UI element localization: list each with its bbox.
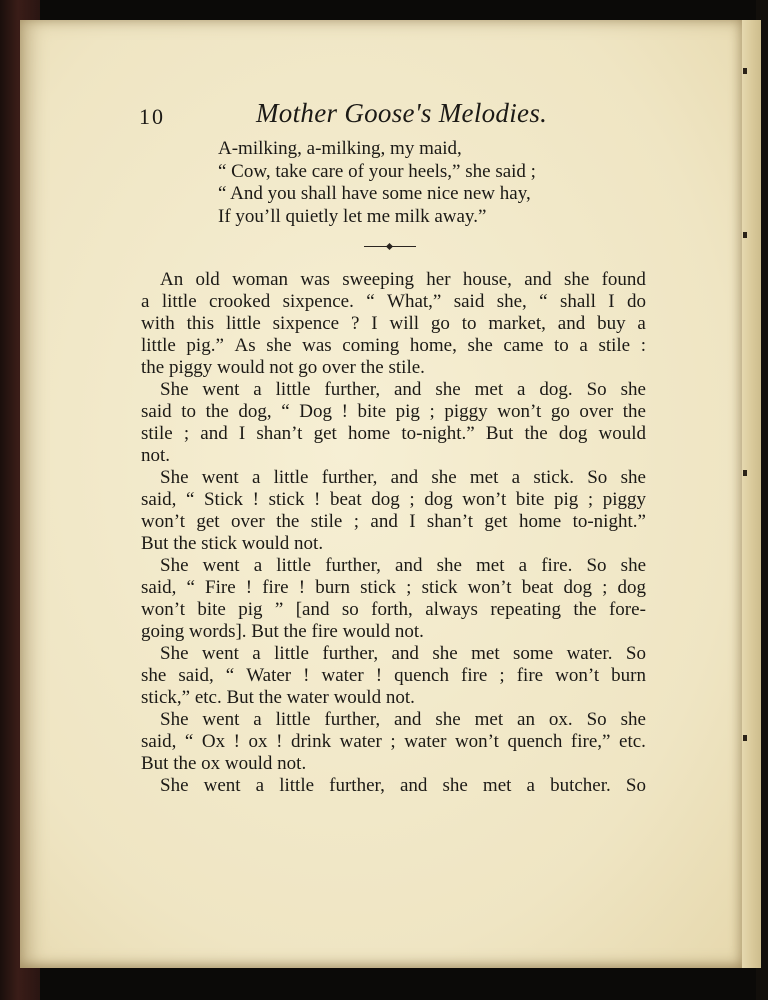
text-line: But the stick would not. bbox=[141, 533, 324, 554]
page-edge-mark bbox=[743, 735, 747, 741]
verse-line: A-milking, a-milking, my maid, bbox=[218, 138, 462, 159]
text-line: An old woman was sweeping her house, and she found bbox=[160, 269, 646, 290]
text-line: won’t get over the stile ; and I shan’t get home to-night.” bbox=[141, 511, 646, 532]
story-text bbox=[141, 269, 646, 797]
text-line: little pig.” As she was coming home, she came to a stile : bbox=[141, 335, 646, 356]
text-line: going words]. But the fire would not. bbox=[141, 621, 424, 642]
page-edge-mark bbox=[743, 470, 747, 476]
text-line: She went a little further, and she met a fire. So she bbox=[160, 555, 646, 576]
text-line: a little crooked sixpence. “ What,” said she, “ shall I do bbox=[141, 291, 646, 312]
text-line: She went a little further, and she met some water. So bbox=[160, 643, 646, 664]
verse-block bbox=[218, 138, 618, 228]
page-header bbox=[0, 98, 768, 138]
text-line: she said, “ Water ! water ! quench fire ; fire won’t burn bbox=[141, 665, 646, 686]
page-edge-mark bbox=[743, 68, 747, 74]
text-line: She went a little further, and she met a dog. So she bbox=[160, 379, 646, 400]
section-divider bbox=[364, 241, 416, 253]
text-line: not. bbox=[141, 445, 171, 466]
verse-line: “ And you shall have some nice new hay, bbox=[218, 183, 531, 204]
page-edge-mark bbox=[743, 232, 747, 238]
text-line: stick,” etc. But the water would not. bbox=[141, 687, 415, 708]
verse-line: If you’ll quietly let me milk away.” bbox=[218, 205, 487, 227]
text-line: But the ox would not. bbox=[141, 753, 307, 774]
text-line: She went a little further, and she met a stick. So she bbox=[160, 467, 646, 488]
text-line: the piggy would not go over the stile. bbox=[141, 357, 425, 378]
text-line: said to the dog, “ Dog ! bite pig ; piggy won’t go over the bbox=[141, 401, 646, 422]
verse-line: “ Cow, take care of your heels,” she said ; bbox=[218, 160, 536, 182]
text-line: stile ; and I shan’t get home to-night.” But the dog would bbox=[141, 423, 646, 444]
text-line: She went a little further, and she met a butcher. So bbox=[160, 775, 646, 796]
text-line: said, “ Stick ! stick ! beat dog ; dog won’t bite pig ; piggy bbox=[141, 489, 646, 510]
text-line: won’t bite pig ” [and so forth, always repeating the fore- bbox=[141, 599, 646, 620]
running-title: Mother Goose's Melodies. bbox=[256, 98, 548, 128]
text-line: said, “ Ox ! ox ! drink water ; water won’t quench fire,” etc. bbox=[141, 731, 646, 752]
text-line: She went a little further, and she met an ox. So she bbox=[160, 709, 646, 730]
text-line: with this little sixpence ? I will go to market, and buy a bbox=[141, 313, 646, 334]
divider-ornament bbox=[386, 243, 393, 250]
text-line: said, “ Fire ! fire ! burn stick ; stick won’t beat dog ; dog bbox=[141, 577, 646, 598]
page-number: 10 bbox=[139, 104, 165, 129]
